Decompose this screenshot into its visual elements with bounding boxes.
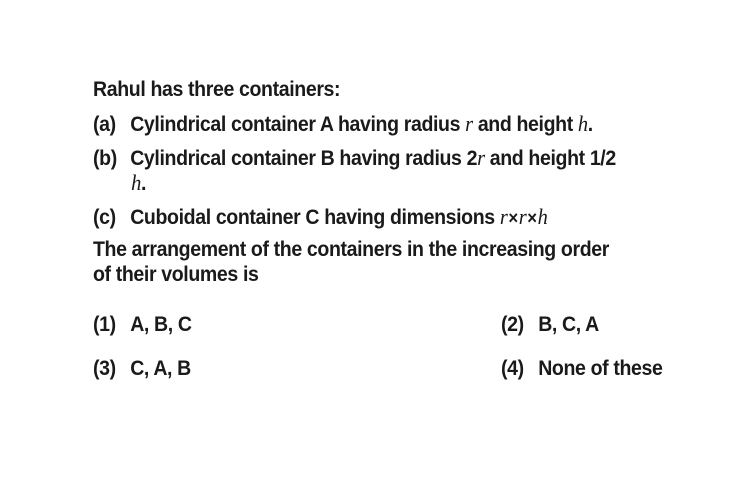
item-b-label: (b) [93, 147, 117, 170]
item-c-text-before: Cuboidal container C having dimensions [130, 206, 500, 229]
item-a-label: (a) [93, 113, 116, 136]
item-c-var-r2: r [518, 204, 527, 229]
item-c-times-1: × [508, 208, 518, 228]
item-c-var-r1: r [499, 204, 508, 229]
item-a-text-before: Cylindrical container A having radius [130, 113, 466, 136]
item-b [93, 146, 616, 171]
question-stem: Rahul has three containers: [93, 78, 341, 101]
option-3[interactable] [93, 357, 191, 381]
item-a-text-after: . [587, 113, 593, 136]
item-b-var-h: h [131, 170, 141, 195]
item-b-continuation [93, 171, 146, 196]
item-c-times-2: × [527, 208, 537, 228]
option-2[interactable] [501, 313, 599, 337]
option-1-text: A, B, C [130, 313, 192, 336]
prompt-line-2: of their volumes is [93, 263, 259, 286]
item-b-text-middle: and height 1/2 [484, 147, 616, 170]
option-1-number: (1) [93, 313, 116, 336]
item-b-text-before: Cylindrical container B having radius 2 [130, 147, 478, 170]
option-3-text: C, A, B [130, 357, 191, 380]
option-2-number: (2) [501, 313, 524, 336]
option-2-text: B, C, A [538, 313, 599, 336]
item-b-var-r: r [477, 145, 485, 170]
item-a [93, 112, 593, 137]
option-4-number: (4) [501, 357, 524, 380]
item-c [93, 205, 547, 230]
item-c-var-h: h [537, 204, 548, 229]
prompt-line-1: The arrangement of the containers in the increasing order [93, 238, 609, 261]
option-3-number: (3) [93, 357, 116, 380]
option-4-text: None of these [538, 357, 663, 380]
option-1[interactable] [93, 313, 192, 337]
item-c-label: (c) [93, 206, 116, 229]
item-a-var-r: r [465, 111, 473, 136]
option-4[interactable] [501, 357, 663, 381]
item-a-text-middle: and height [472, 113, 578, 136]
item-a-var-h: h [577, 111, 588, 136]
item-b-text-after: . [140, 172, 147, 195]
